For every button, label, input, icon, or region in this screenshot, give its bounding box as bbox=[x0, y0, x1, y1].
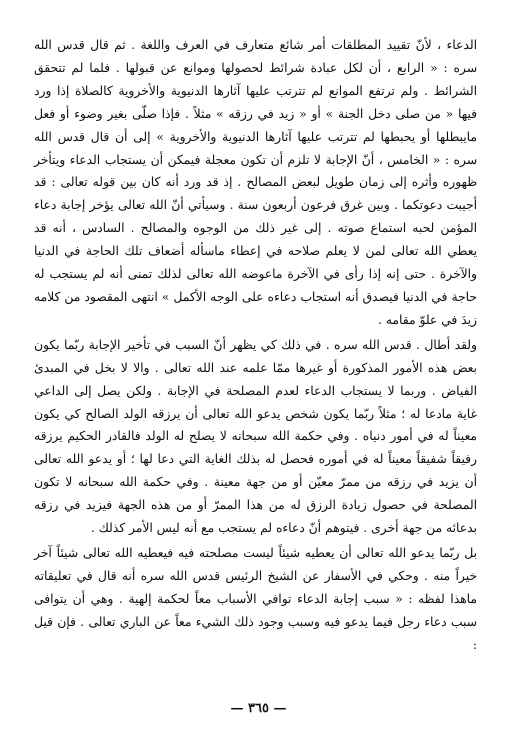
footer-dash-left: — bbox=[273, 701, 287, 716]
page-footer bbox=[0, 701, 517, 716]
page-number: ٣٦٥ bbox=[248, 701, 269, 716]
paragraph-2: ولقد أطال . قدس الله سره . في ذلك كي يظهر أنّ السبب في تأخير الإجابة ربّما يكون بعض هذه الأمور المذكورة أو غيرها ممّا علمه عند الله تعالى . والا لا بخل في المبدئ الفياض . وربما لا يستجاب الدعاء لعدم المصلحة في الإجابة . ولكن يصل إلى الداعي غاية مادعا له ؛ مثلاً ربّما يكون شخص يدعو الله تعالى أن يرزقه الولد الصالح كي يكون معيناً له في أمور دنياه . وفي حكمة الله سبحانه لا يصلح له الولد فالقادر الحكيم يرزقه رفيقاً شفيقاً معيناً له في أموره فحصل له بذلك الغاية التي دعا لها ؛ أو يدعو الله تعالى أن يزيد في رزقه من ممرّ معيّن أو من جهة معينة . وفي حكمة الله سبحانه لا تكون المصلحة في حصول زيادة الرزق له من هذا الممرّ أو من هذه الجهة فيزيد في رزقه بدعائه من جهة أخرى . فيتوهم أنّ دعاءه لم يستجب مع أنه ليس الأمر كذلك . bbox=[34, 337, 477, 536]
footer-dash-right: — bbox=[230, 701, 244, 716]
page-body bbox=[34, 34, 477, 656]
paragraph-3: بل ربّما يدعو الله تعالى أن يعطيه شيئاً ليست مصلحته فيه فيعطيه الله تعالى شيئاً آخر خيراً منه . وحكي في الأسفار عن الشيخ الرئيس قدس الله سره أنه قال في تعليقاته ماهذا لفظه : « سبب إجابة الدعاء توافي الأسباب معاً لحكمة إلهية . وهي أن يتوافى سبب دعاء رجل فيما يدعو فيه وسبب وجود ذلك الشيء معاً عن الباري تعالى . فإن قيل : bbox=[34, 545, 477, 652]
paragraph-1: الدعاء ، لأنّ تقييد المطلقات أمر شائع متعارف في العرف واللغة . ثم قال قدس الله سره : « الرابع ، أن لكل عبادة شرائط لحصولها وموانع عن قبولها . فلما لم تتحقق الشرائط . ولم ترتفع الموانع لم تترتب عليها آثارها الدنيوية والأخروية كالصلاة إذا ورد فيها « من صلى دخل الجنة » أو « زيد في رزقه » مثلاً . فإذا صلّى بغير وضوء أو فعل مايبطلها أو يحبطها لم تترتب عليها آثارها الدنيوية والأخروية » إلى أن قال قدس الله سره : « الخامس ، أنّ الإجابة لا تلزم أن تكون معجلة فيمكن أن يستجاب الدعاء ويتأخر ظهوره وأثره إلى زمان طويل لبعض المصالح . إذ قد ورد أنه كان بين قوله تعالى : قد أجيبت دعوتكما . وبين غرق فرعون أربعون سنة . وسيأتي أنّ الله تعالى يؤخر إجابة دعاء المؤمن لحبه استماع صوته . إلى غير ذلك من الوجوه والمصالح . السادس ، أنه قد يعطي الله تعالى لمن لا يعلم صلاحه في إعطاء ماسأله أضعاف تلك الحاجة في الدنيا والآخرة . حتى إنه إذا رأى في الآخرة ماعوضه الله تعالى لذلك تمنى أنه لم يستجب له حاجة في الدنيا فيصدق أنه استجاب دعاءه على الوجه الأكمل » انتهى المقصود من كلامه زيدَ في علوّ مقامه . bbox=[34, 38, 477, 327]
